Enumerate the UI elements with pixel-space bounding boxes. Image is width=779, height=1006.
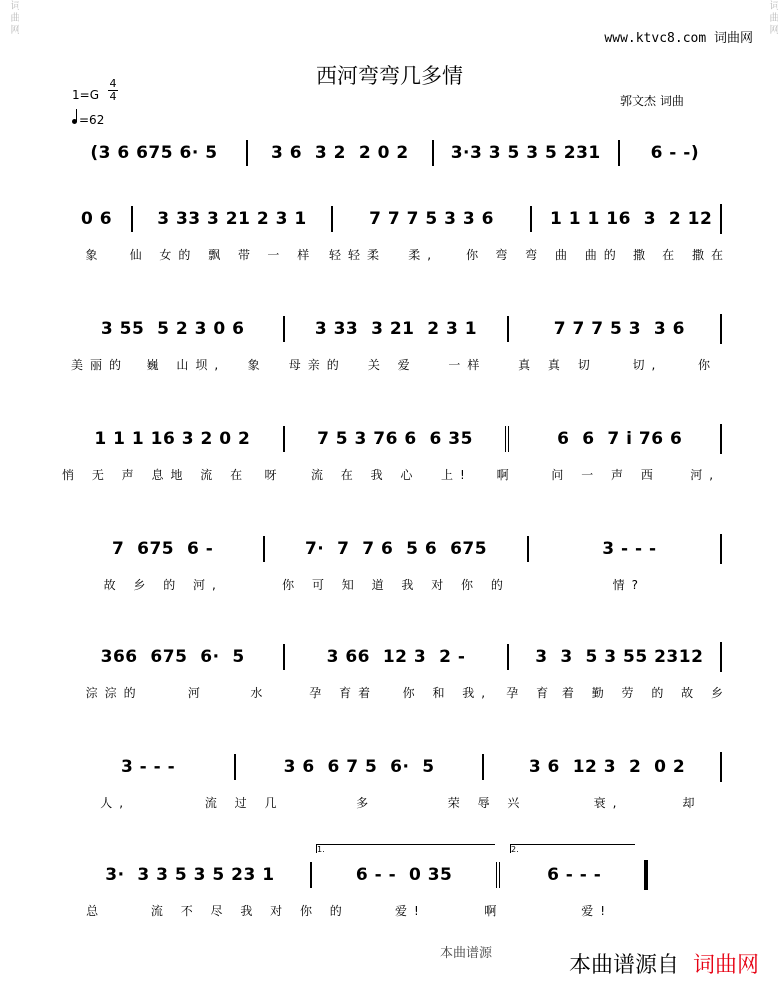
lyric: 悄 无 声 息地 流 在 (62, 468, 250, 482)
staff-row-1 (62, 206, 730, 232)
measure: 7 7 7 5 3 3 6 (331, 206, 531, 232)
barline (720, 204, 722, 234)
site-url[interactable]: www.ktvc8.com 词曲网 (604, 31, 753, 46)
lyric: 巍 山坝, (146, 358, 226, 372)
lyric-row-7 (70, 902, 648, 919)
lyric-row-3 (62, 466, 730, 483)
time-signature (108, 78, 118, 103)
lyric: 爱! (394, 904, 426, 918)
source-label: 本曲谱源自 (568, 953, 679, 978)
time-denominator: 4 (109, 90, 117, 103)
lyric: 淙淙的 (85, 686, 143, 700)
lyric-row-2 (62, 356, 730, 373)
measure: 3· 3 3 5 3 5 23 1 (105, 865, 275, 885)
lyric: 一样 (448, 358, 487, 372)
lyric: 问 一 声 西 (551, 468, 660, 482)
lyric: 你 (698, 358, 718, 372)
lyric: 爱! (581, 904, 613, 918)
staff-row-2 (62, 316, 730, 342)
lyric: 河, (690, 468, 721, 482)
time-numerator: 4 (109, 77, 117, 90)
lyric: 啊 (484, 904, 504, 918)
lyric: 孕 育 (506, 686, 556, 700)
repeat-start: 6 6 7 i 76 6 (505, 426, 730, 452)
lyric: 人, (100, 796, 131, 810)
lyric: 总 (86, 904, 106, 918)
lyric: 衰, (593, 796, 624, 810)
measure: 3 6 12 3 2 0 2 (482, 754, 730, 780)
lyric: 真 真 切 (518, 358, 597, 372)
lyric: 象 (85, 248, 105, 262)
repeat-end: 6 - - - (496, 862, 648, 888)
lyric: 多 (356, 796, 376, 810)
lyric: 切, (632, 358, 663, 372)
volta-first-label: 1. (317, 845, 325, 854)
lyric-row-5 (62, 684, 730, 701)
measure: 3 - - - (120, 757, 176, 777)
measure: 3 6 3 2 2 0 2 (246, 140, 432, 166)
barline (720, 534, 722, 564)
lyric: 在 撒在 (662, 248, 730, 262)
quarter-note-icon (72, 119, 77, 124)
lyric: 孕 育着 (309, 686, 378, 700)
watermark-right: 词曲网 (767, 0, 778, 36)
volta-second (510, 844, 635, 853)
lyric: 流 过 几 (204, 796, 284, 810)
staff-row-7 (70, 862, 648, 888)
volta-second-label: 2. (511, 845, 519, 854)
faded-source-text: 本曲谱源 (440, 946, 493, 961)
lyric: 情? (612, 578, 645, 592)
lyric: 流 在 我 心 (310, 468, 420, 482)
barline (720, 424, 722, 454)
measure: 3 - - - (527, 536, 730, 562)
tempo-value: =62 (79, 113, 105, 127)
staff-row-5 (62, 644, 730, 670)
staff-row-6 (62, 754, 730, 780)
lyric: 河 (187, 686, 207, 700)
lyric: 呀 (264, 468, 284, 482)
measure: 1 1 1 16 3 2 12 (530, 206, 730, 232)
lyric-row-4 (62, 576, 730, 593)
lyric: 轻轻柔 (328, 248, 386, 262)
lyric: 撒 (632, 248, 652, 262)
lyric: 母亲的 (288, 358, 346, 372)
lyric: 你 可 知 道 我 对 你 的 (282, 578, 510, 592)
measure: 6 - - 0 35 (310, 862, 497, 888)
lyric: 仙 女的 飘 带 (129, 248, 258, 262)
lyric: 流 不 尽 我 对 你 的 (150, 904, 349, 918)
staff-row-0 (62, 140, 730, 166)
lyric: 弯 弯 曲 曲的 (495, 248, 623, 262)
measure: 3 33 3 21 2 3 1 (131, 206, 331, 232)
lyric: 啊 (496, 468, 516, 482)
source-footer (569, 948, 759, 979)
lyric: 柔, (408, 248, 439, 262)
measure: 1 1 1 16 3 2 0 2 (94, 429, 251, 449)
measure: 3 55 5 2 3 0 6 (100, 319, 245, 339)
lyric: 上! (440, 468, 472, 482)
measure: 3·3 3 5 3 5 231 (432, 140, 618, 166)
lyric-row-1 (62, 246, 730, 263)
barline (720, 642, 722, 672)
measure: (3 6 675 6· 5 (90, 143, 218, 163)
measure: 3 3 5 3 55 2312 (507, 644, 730, 670)
lyric: 一 样 (267, 248, 317, 262)
staff-row-3 (62, 426, 730, 452)
lyric-row-6 (62, 794, 730, 811)
measure: 7 675 6 - (111, 539, 214, 559)
measure: 3 33 3 21 2 3 1 (283, 316, 506, 342)
source-site[interactable]: 词曲网 (692, 953, 759, 978)
measure: 7 7 7 5 3 3 6 (507, 316, 730, 342)
lyric: 你 和 我, (402, 686, 493, 700)
final-barline (644, 860, 648, 890)
lyric: 象 (247, 358, 267, 372)
lyric: 故 乡 的 河, (103, 578, 223, 592)
lyric: 美丽的 (71, 358, 129, 372)
lyric: 关 爱 (367, 358, 417, 372)
key-signature: 1=G (72, 88, 99, 102)
volta-first (316, 844, 495, 853)
lyric: 水 (250, 686, 270, 700)
measure: 0 6 (81, 209, 113, 229)
staff-row-4 (62, 536, 730, 562)
measure: 366 675 6· 5 (100, 647, 245, 667)
barline (720, 314, 722, 344)
composer-credit: 郭文杰 词曲 (620, 94, 684, 108)
lyric: 荣 辱 兴 (447, 796, 527, 810)
measure: 7· 7 7 6 5 6 675 (263, 536, 527, 562)
lyric: 你 (466, 248, 486, 262)
tempo (72, 113, 104, 127)
lyric: 着 勤 劳 的 故 乡 (561, 686, 730, 700)
measure: 3 66 12 3 2 - (283, 644, 506, 670)
measure: 6 - -) (618, 140, 730, 166)
measure: 7 5 3 76 6 6 35 (283, 426, 506, 452)
measure: 3 6 6 7 5 6· 5 (234, 754, 482, 780)
song-title: 西河弯弯几多情 (316, 64, 463, 88)
lyric: 却 (682, 796, 702, 810)
watermark-left: 词曲网 (8, 0, 19, 36)
barline (720, 752, 722, 782)
